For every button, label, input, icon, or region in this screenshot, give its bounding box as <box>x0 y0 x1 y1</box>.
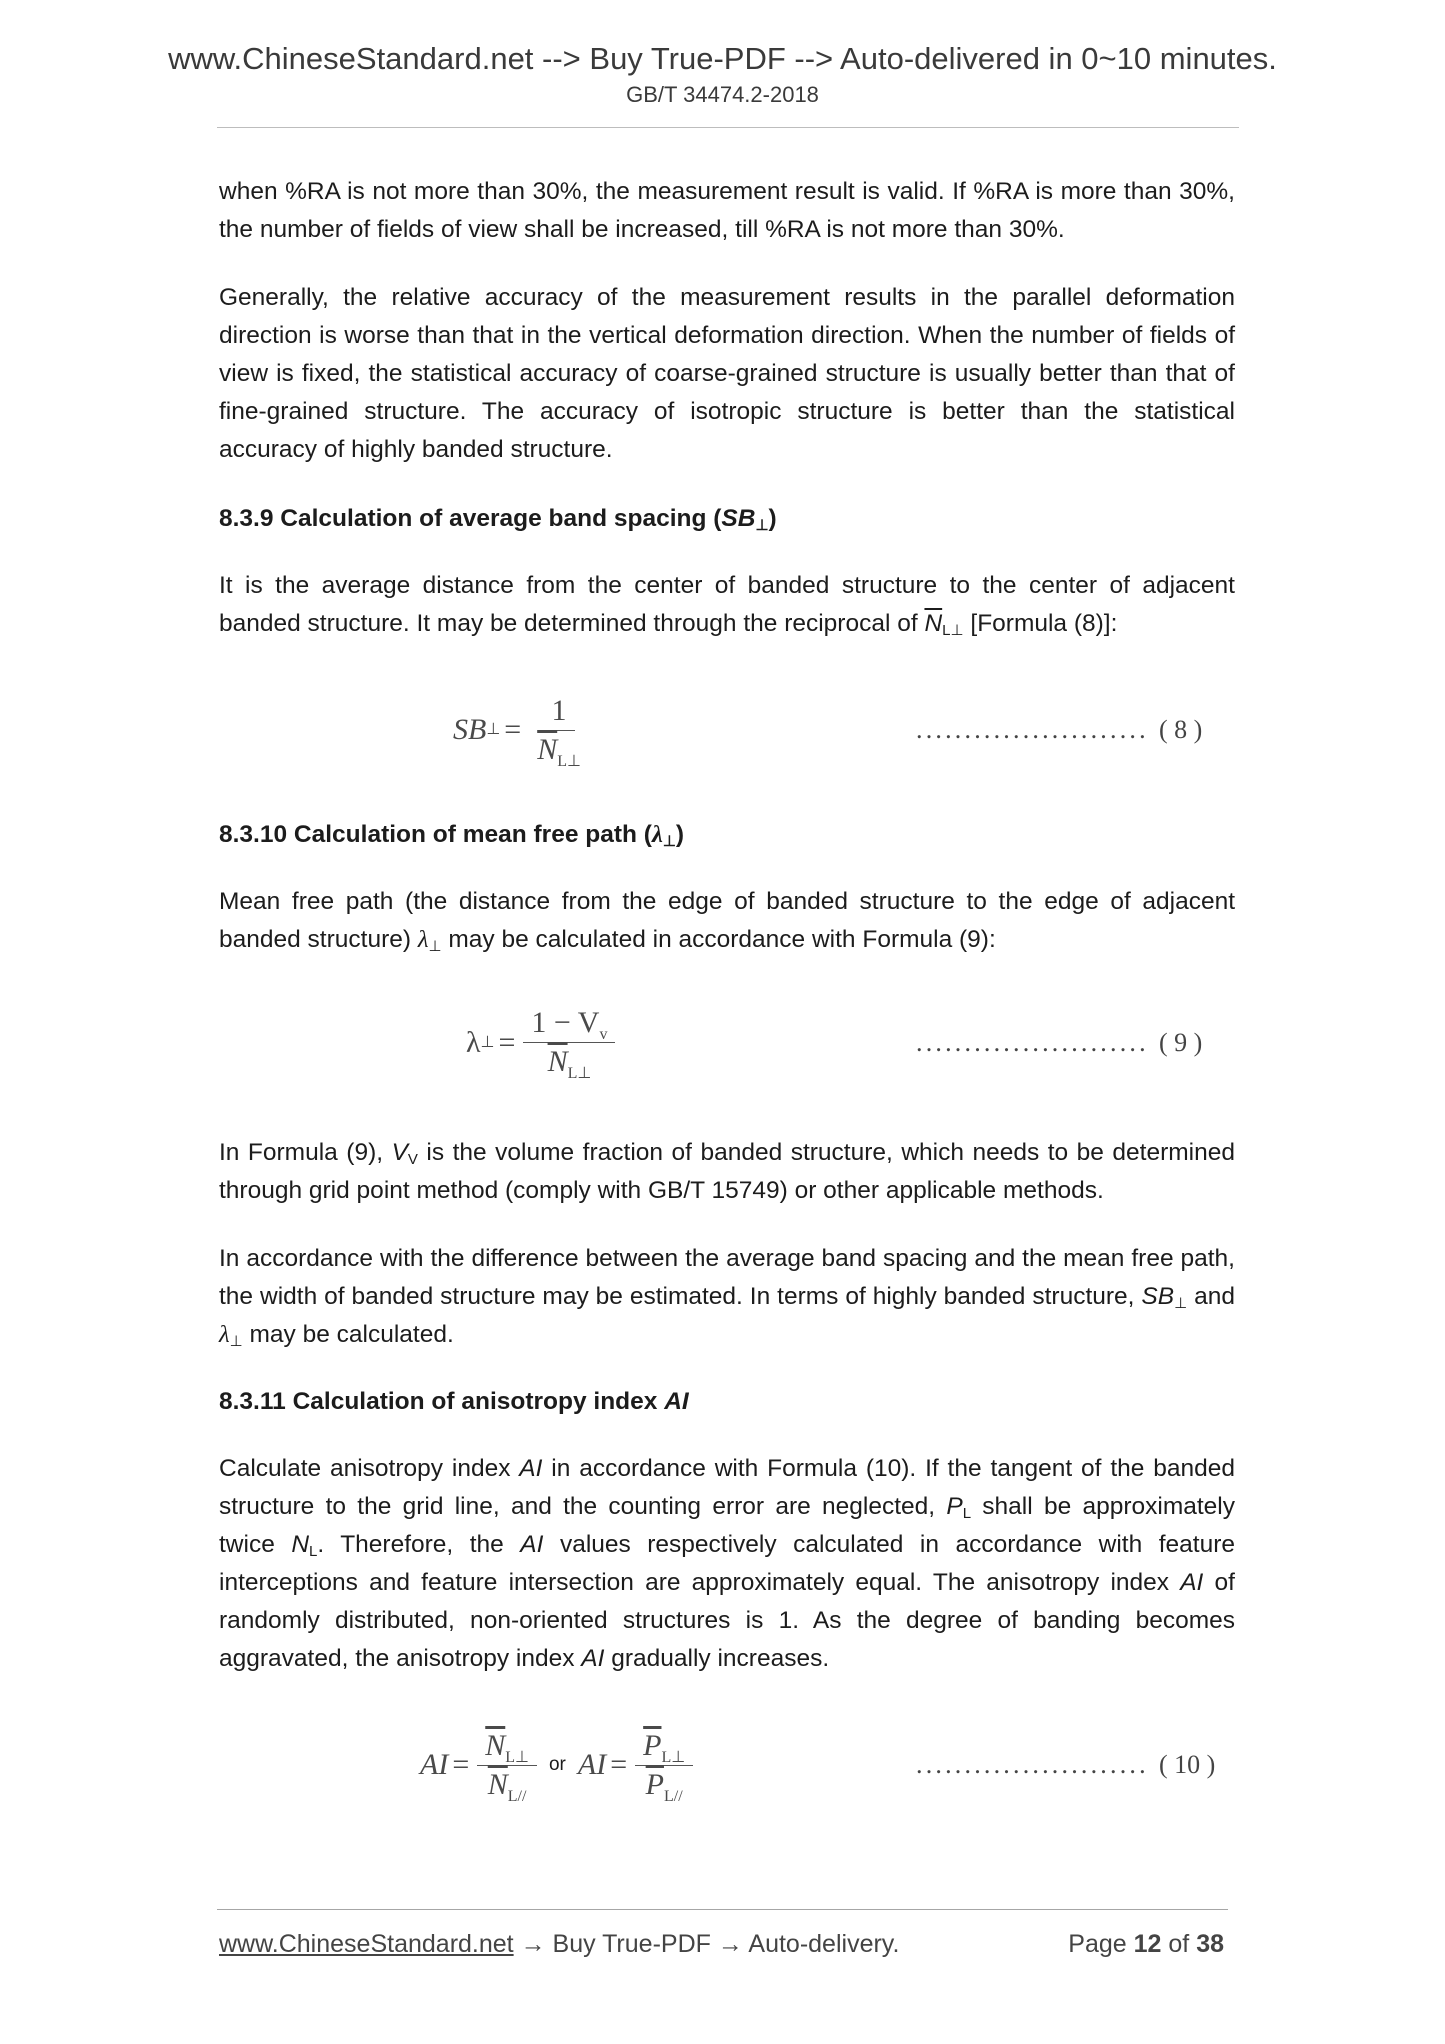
body-paragraph: In Formula (9), VV is the volume fraction of banded structure, which needs to be determined through grid point method (comply with GB/T 15749) or other applicable methods. <box>219 1139 1235 1204</box>
math-subscript: ⊥ <box>428 938 442 955</box>
header-banner: www.ChineseStandard.net --> Buy True-PDF --> Auto-delivered in 0~10 minutes. <box>168 41 1277 76</box>
math-subscript: L⊥ <box>942 622 964 639</box>
page-indicator: Page 12 of 38 <box>1068 1930 1224 1958</box>
section-heading-8-3-9: 8.3.9 Calculation of average band spacing (SB⊥) <box>219 505 777 534</box>
math-symbol: λ <box>219 1321 230 1348</box>
formula-8: SB ⊥ = $\frac{1}{\overline{N}_{L\perp}}$ ........................ ( 8 ) <box>453 693 1203 770</box>
footer-promo: www.ChineseStandard.net → Buy True-PDF → Auto-delivery. <box>219 1930 900 1958</box>
current-page: 12 <box>1133 1930 1162 1958</box>
fraction: $\frac{1}{\overline{N}_{L\perp}}$ <box>537 693 581 770</box>
body-paragraph: Mean free path (the distance from the edge of banded structure to the edge of adjacent banded structure) λ⊥ may be calculated in accordance with Formula (9): <box>219 888 1235 955</box>
fraction: $\frac{\overline{N}_{L\perp}}{\overline{N}_{L//}}$ <box>477 1730 537 1801</box>
body-paragraph: when %RA is not more than 30%, the measurement result is valid. If %RA is more than 30%, the number of fields of view shall be increased, till %RA is not more than 30%. <box>219 178 1235 243</box>
total-pages: 38 <box>1196 1930 1224 1958</box>
site-link[interactable]: www.ChineseStandard.net <box>219 1930 514 1958</box>
body-paragraph: In accordance with the difference between the average band spacing and the mean free path, the width of banded structure may be estimated. In terms of highly banded structure, SB⊥ and λ⊥ may be calculated. <box>219 1245 1236 1350</box>
formula-9: λ ⊥ = $\frac{1 - V_v}{\overline{N}_{L\perp}}$ ........................ ( 9 ) <box>466 1006 1203 1082</box>
fraction: $\frac{\overline{P}_{L\perp}}{\overline{P}_{L//}}$ <box>635 1730 693 1801</box>
fraction: $\frac{1 - V_v}{\overline{N}_{L\perp}}$ <box>523 1007 615 1078</box>
section-heading-8-3-11: 8.3.11 Calculation of anisotropy index AI <box>219 1388 689 1415</box>
formula-number: ........................ ( 8 ) <box>916 715 1203 744</box>
header-divider <box>217 127 1239 128</box>
formula-number: ........................ ( 9 ) <box>916 1027 1203 1057</box>
math-symbol: SB <box>1141 1283 1175 1310</box>
formula-number: ........................ ( 10 ) <box>916 1750 1216 1779</box>
formula-10: AI = $\frac{\overline{N}_{L\perp}}{\overline{N}_{L//}}$ or AI = $\frac{\overline{P}_{L\perp}}{\overline{P}_{L//}}$ ........................ ( 10 ) <box>219 1722 1235 1808</box>
document-id: GB/T 34474.2-2018 <box>626 82 819 107</box>
body-paragraph: It is the average distance from the center of banded structure to the center of adjacent banded structure. It may be determined through the reciprocal of $\overline{N}L\perp$ [Formula (8)]: <box>219 572 1235 639</box>
math-symbol: λ <box>417 926 429 953</box>
body-paragraph: Generally, the relative accuracy of the measurement results in the parallel deformation direction is worse than that in the vertical deformation direction. When the number of fields of view is fixed, the statistical accuracy of coarse-grained structure is usually better than that of fine-grained structure. The accuracy of isotropic structure is better than the statistical accuracy of highly banded structure. <box>219 284 1235 463</box>
section-heading-8-3-10: 8.3.10 Calculation of mean free path (λ⊥) <box>219 821 685 850</box>
math-subscript: V <box>407 1151 418 1168</box>
math-symbol: $\overline{N}$ <box>924 610 943 637</box>
body-paragraph: Calculate anisotropy index AI in accordance with Formula (10). If the tangent of the banded structure to the grid line, and the counting error are neglected, PL shall be approximately twice NL. Therefore, the AI values respectively calculated in accordance with feature interceptions and feature intersection are approximately equal. The anisotropy index AI of randomly distributed, non-oriented structures is 1. As the degree of banding becomes aggravated, the anisotropy index AI gradually increases. <box>219 1455 1235 1672</box>
math-symbol: V <box>391 1139 408 1166</box>
footer-divider <box>217 1909 1228 1910</box>
page-content <box>219 173 1235 1808</box>
